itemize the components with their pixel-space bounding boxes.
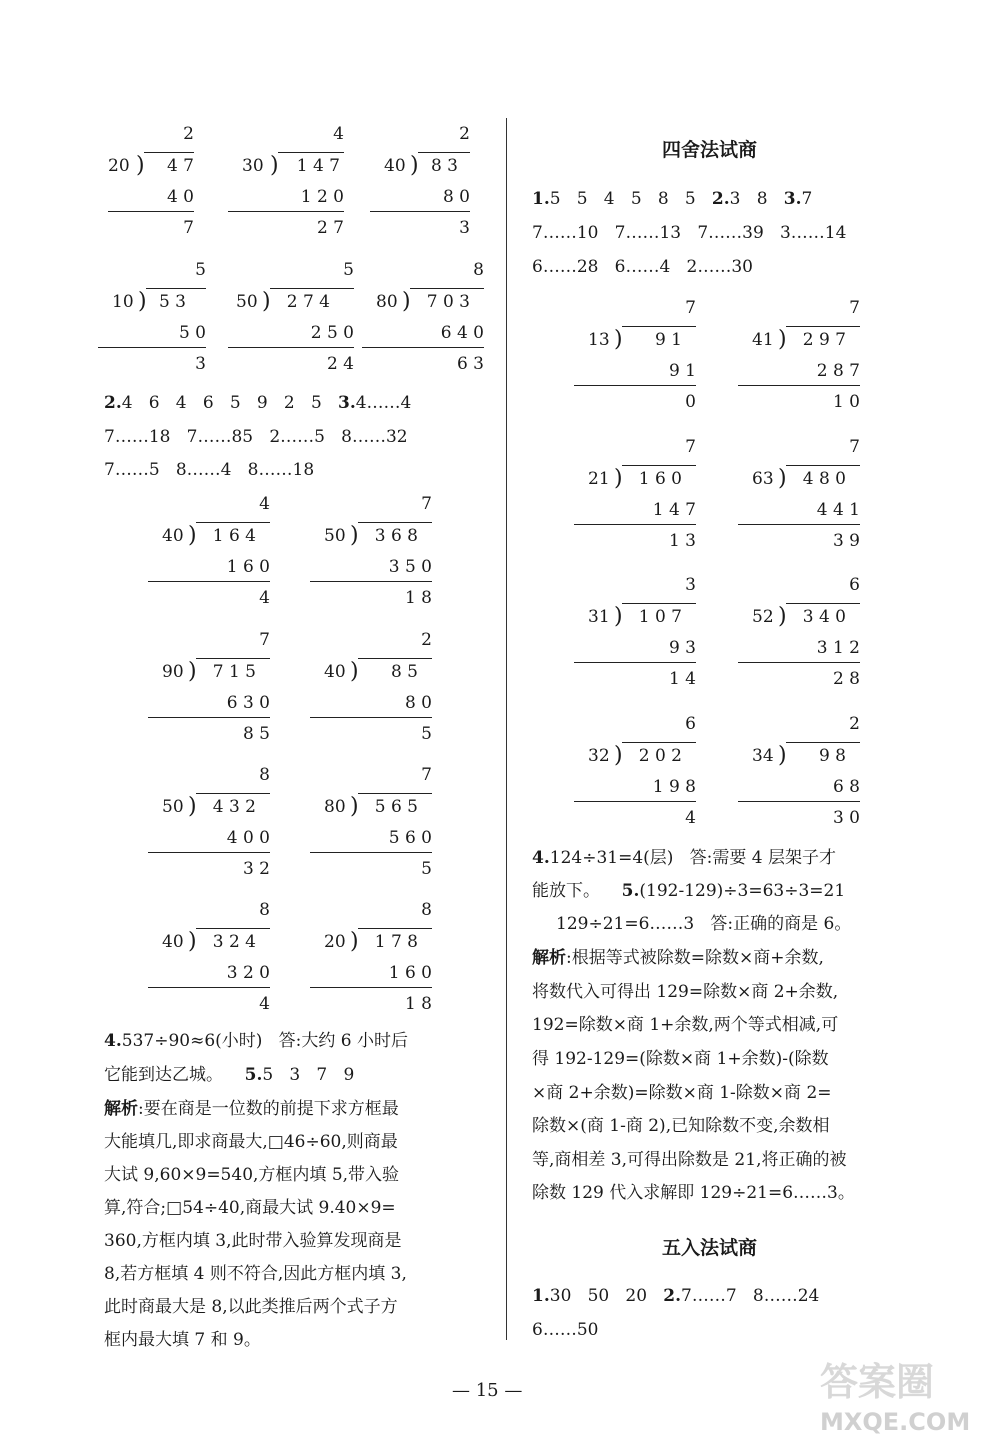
analysis-line: 解析:根据等式被除数=除数×商+余数,: [532, 948, 824, 968]
long-division: 8 50 ) 4 3 2 4 0 0 3 2: [148, 763, 270, 883]
quotient: 2: [183, 124, 194, 144]
product: 9 1: [668, 361, 696, 381]
answer-line: 129÷21=6……3 答:正确的商是 6。: [556, 914, 852, 934]
analysis-line: 框内最大填 7 和 9。: [104, 1330, 261, 1350]
quotient: 7: [685, 298, 696, 318]
divisor: 34: [752, 746, 774, 766]
dividend: 2 7 4: [286, 292, 330, 312]
divisor: 50: [162, 797, 184, 817]
remainder: 1 8: [404, 588, 432, 608]
answer-line: 它能到达乙城。 5.5 3 7 9: [104, 1065, 355, 1085]
quotient: 7: [421, 494, 432, 514]
product: 3 5 0: [388, 557, 432, 577]
watermark-logo-text: 答案圈: [820, 1360, 935, 1404]
quotient: 2: [421, 630, 432, 650]
divisor: 31: [588, 607, 610, 627]
answer-line: 6……50: [532, 1320, 599, 1340]
dividend: 4 7: [166, 156, 194, 176]
dividend: 4 3 2: [212, 797, 256, 817]
divisor: 40: [162, 932, 184, 952]
quotient: 4: [333, 124, 344, 144]
dividend: 5 3: [158, 292, 186, 312]
answer-line: 能放下。 5.(192-129)÷3=63÷3=21: [532, 881, 846, 901]
dividend: 2 0 2: [638, 746, 682, 766]
divisor: 90: [162, 662, 184, 682]
dividend: 5 6 5: [374, 797, 418, 817]
remainder: 1 0: [832, 392, 860, 412]
quotient: 8: [421, 900, 432, 920]
remainder: 3 0: [832, 808, 860, 828]
dividend: 8 3: [430, 156, 458, 176]
product: 4 4 1: [816, 500, 860, 520]
product: 3 1 2: [816, 638, 860, 658]
dividend: 3 2 4: [212, 932, 256, 952]
remainder: 0: [685, 392, 696, 412]
analysis-line: 除数 129 代入求解即 129÷21=6……3。: [532, 1183, 855, 1203]
divisor: 13: [588, 330, 610, 350]
analysis-line: 将数代入可得出 129=除数×商 2+余数,: [532, 982, 839, 1002]
long-division: 8 80 ) 7 0 3 6 4 0 6 3: [362, 258, 484, 378]
quotient: 5: [343, 260, 354, 280]
remainder: 5: [421, 859, 432, 879]
column-divider: [506, 118, 507, 1340]
long-division: 7 50 ) 3 6 8 3 5 0 1 8: [310, 492, 432, 612]
divisor: 40: [324, 662, 346, 682]
quotient: 7: [849, 298, 860, 318]
long-division: 2 40 ) 8 5 8 0 5: [310, 628, 432, 748]
product: 1 9 8: [652, 777, 696, 797]
section-heading: 五入法试商: [662, 1237, 758, 1259]
analysis-line: 大能填几,即求商最大,□46÷60,则商最: [104, 1132, 398, 1152]
product: 1 2 0: [300, 187, 344, 207]
analysis-line: 得 192-129=(除数×商 1+余数)-(除数: [532, 1049, 829, 1069]
quotient: 5: [195, 260, 206, 280]
product: 5 6 0: [388, 828, 432, 848]
long-division: 5 50 ) 2 7 4 2 5 0 2 4: [228, 258, 354, 378]
divisor: 40: [384, 156, 406, 176]
divisor: 32: [588, 746, 610, 766]
product: 6 4 0: [440, 323, 484, 343]
remainder: 3: [459, 218, 470, 238]
divisor: 30: [242, 156, 264, 176]
divisor: 50: [324, 526, 346, 546]
product: 1 6 0: [388, 963, 432, 983]
remainder: 3 2: [242, 859, 270, 879]
product: 1 6 0: [226, 557, 270, 577]
divisor: 63: [752, 469, 774, 489]
long-division: 2 34 ) 9 8 6 8 3 0: [738, 712, 860, 832]
quotient: 7: [421, 765, 432, 785]
dividend: 1 6 4: [212, 526, 256, 546]
divisor: 21: [588, 469, 610, 489]
answer-line: 6……28 6……4 2……30: [532, 257, 753, 277]
long-division: 8 20 ) 1 7 8 1 6 0 1 8: [310, 898, 432, 1018]
watermark-logo: [790, 1350, 990, 1440]
quotient: 4: [259, 494, 270, 514]
long-division: 7 21 ) 1 6 0 1 4 7 1 3: [574, 435, 696, 555]
dividend: 7 1 5: [212, 662, 256, 682]
product: 5 0: [178, 323, 206, 343]
analysis-line: 解析:要在商是一位数的前提下求方框最: [104, 1099, 399, 1119]
analysis-line: 大试 9,60×9=540,方框内填 5,带入验: [104, 1165, 400, 1185]
divisor: 10: [112, 292, 134, 312]
remainder: 2 4: [326, 354, 354, 374]
quotient: 3: [685, 575, 696, 595]
remainder: 1 4: [668, 669, 696, 689]
long-division: 2 20 ) 4 7 4 0 7: [108, 124, 194, 238]
long-division: 8 40 ) 3 2 4 3 2 0 4: [148, 898, 270, 1018]
answer-line: 4.124÷31=4(层) 答:需要 4 层架子才: [532, 848, 836, 868]
divisor: 20: [108, 156, 130, 176]
product: 2 5 0: [310, 323, 354, 343]
quotient: 8: [473, 260, 484, 280]
remainder: 2 8: [832, 669, 860, 689]
dividend: 2 9 7: [802, 330, 846, 350]
long-division: 4 30 ) 1 4 7 1 2 0 2 7: [228, 122, 344, 242]
remainder: 5: [421, 724, 432, 744]
dividend: 9 8: [818, 746, 846, 766]
answer-line: 1.30 50 20 2.7……7 8……24: [532, 1286, 820, 1306]
quotient: 8: [259, 765, 270, 785]
long-division: 7 63 ) 4 8 0 4 4 1 3 9: [738, 435, 860, 555]
product: 6 8: [832, 777, 860, 797]
dividend: 3 4 0: [802, 607, 846, 627]
remainder: 3: [195, 354, 206, 374]
long-division: 3 31 ) 1 0 7 9 3 1 4: [574, 573, 696, 693]
analysis-line: ×商 2+余数)=除数×商 1-除数×商 2=: [532, 1083, 832, 1103]
product: 8 0: [442, 187, 470, 207]
divisor: 50: [236, 292, 258, 312]
divisor: 41: [752, 330, 774, 350]
analysis-line: 此时商最大是 8,以此类推后两个式子方: [104, 1297, 398, 1317]
analysis-line: 算,符合;□54÷40,商最大试 9.40×9=: [104, 1198, 396, 1218]
answer-line: 7……10 7……13 7……39 3……14: [532, 223, 847, 243]
quotient: 6: [685, 714, 696, 734]
answer-line: 4.537÷90≈6(小时) 答:大约 6 小时后: [104, 1031, 408, 1051]
analysis-line: 8,若方框填 4 则不符合,因此方框内填 3,: [104, 1264, 407, 1284]
long-division: 7 80 ) 5 6 5 5 6 0 5: [310, 763, 432, 883]
long-division: 6 52 ) 3 4 0 3 1 2 2 8: [738, 573, 860, 693]
long-division: 7 13 ) 9 1 9 1 0: [574, 296, 696, 416]
remainder: 7: [183, 218, 194, 238]
remainder: 3 9: [832, 531, 860, 551]
long-division: 4 40 ) 1 6 4 1 6 0 4: [148, 492, 270, 612]
watermark-url: MXQE.COM: [820, 1408, 971, 1436]
quotient: 7: [685, 437, 696, 457]
answer-line: 7……18 7……85 2……5 8……32: [104, 427, 408, 447]
dividend: 1 6 0: [638, 469, 682, 489]
answer-line: 7……5 8……4 8……18: [104, 460, 315, 480]
long-division: 7 90 ) 7 1 5 6 3 0 8 5: [148, 628, 270, 748]
product: 6 3 0: [226, 693, 270, 713]
product: 4 0 0: [226, 828, 270, 848]
answer-line: 2.4 6 4 6 5 9 2 5 3.4……4: [104, 393, 412, 413]
divisor: 80: [376, 292, 398, 312]
analysis-label: 解析: [104, 1099, 138, 1119]
remainder: 2 7: [316, 218, 344, 238]
remainder: 1 3: [668, 531, 696, 551]
answer-line: 1.5 5 4 5 8 5 2.3 8 3.7: [532, 189, 813, 209]
product: 9 3: [668, 638, 696, 658]
dividend: 3 6 8: [374, 526, 418, 546]
long-division: 6 32 ) 2 0 2 1 9 8 4: [574, 712, 696, 832]
remainder: 4: [259, 588, 270, 608]
analysis-line: 192=除数×商 1+余数,两个等式相减,可: [532, 1015, 839, 1035]
analysis-line: 除数×(商 1-商 2),已知除数不变,余数相: [532, 1116, 830, 1136]
quotient: 7: [259, 630, 270, 650]
quotient: 2: [849, 714, 860, 734]
analysis-line: 360,方框内填 3,此时带入验算发现商是: [104, 1231, 402, 1251]
analysis-line: 等,商相差 3,可得出除数是 21,将正确的被: [532, 1150, 847, 1170]
dividend: 1 0 7: [638, 607, 682, 627]
remainder: 1 8: [404, 994, 432, 1014]
analysis-label: 解析: [532, 948, 566, 968]
remainder: 4: [685, 808, 696, 828]
dividend: 9 1: [654, 330, 682, 350]
divisor: 80: [324, 797, 346, 817]
quotient: 7: [849, 437, 860, 457]
quotient: 2: [459, 124, 470, 144]
product: 3 2 0: [226, 963, 270, 983]
divisor: 40: [162, 526, 184, 546]
remainder: 6 3: [456, 354, 484, 374]
product: 1 4 7: [652, 500, 696, 520]
product: 8 0: [404, 693, 432, 713]
product: 4 0: [166, 187, 194, 207]
remainder: 4: [259, 994, 270, 1014]
dividend: 7 0 3: [426, 292, 470, 312]
quotient: 8: [259, 900, 270, 920]
divisor: 20: [324, 932, 346, 952]
remainder: 8 5: [242, 724, 270, 744]
divisor: 52: [752, 607, 774, 627]
long-division: 5 10 ) 5 3 5 0 3: [98, 258, 206, 378]
dividend: 1 4 7: [296, 156, 340, 176]
dividend: 8 5: [390, 662, 418, 682]
product: 2 8 7: [816, 361, 860, 381]
quotient: 6: [849, 575, 860, 595]
long-division: 7 41 ) 2 9 7 2 8 7 1 0: [738, 296, 860, 416]
section-heading: 四舍法试商: [662, 139, 758, 161]
dividend: 4 8 0: [802, 469, 846, 489]
dividend: 1 7 8: [374, 932, 418, 952]
page-number: — 15 —: [452, 1380, 523, 1401]
long-division: 2 40 ) 8 3 8 0 3: [370, 122, 470, 242]
